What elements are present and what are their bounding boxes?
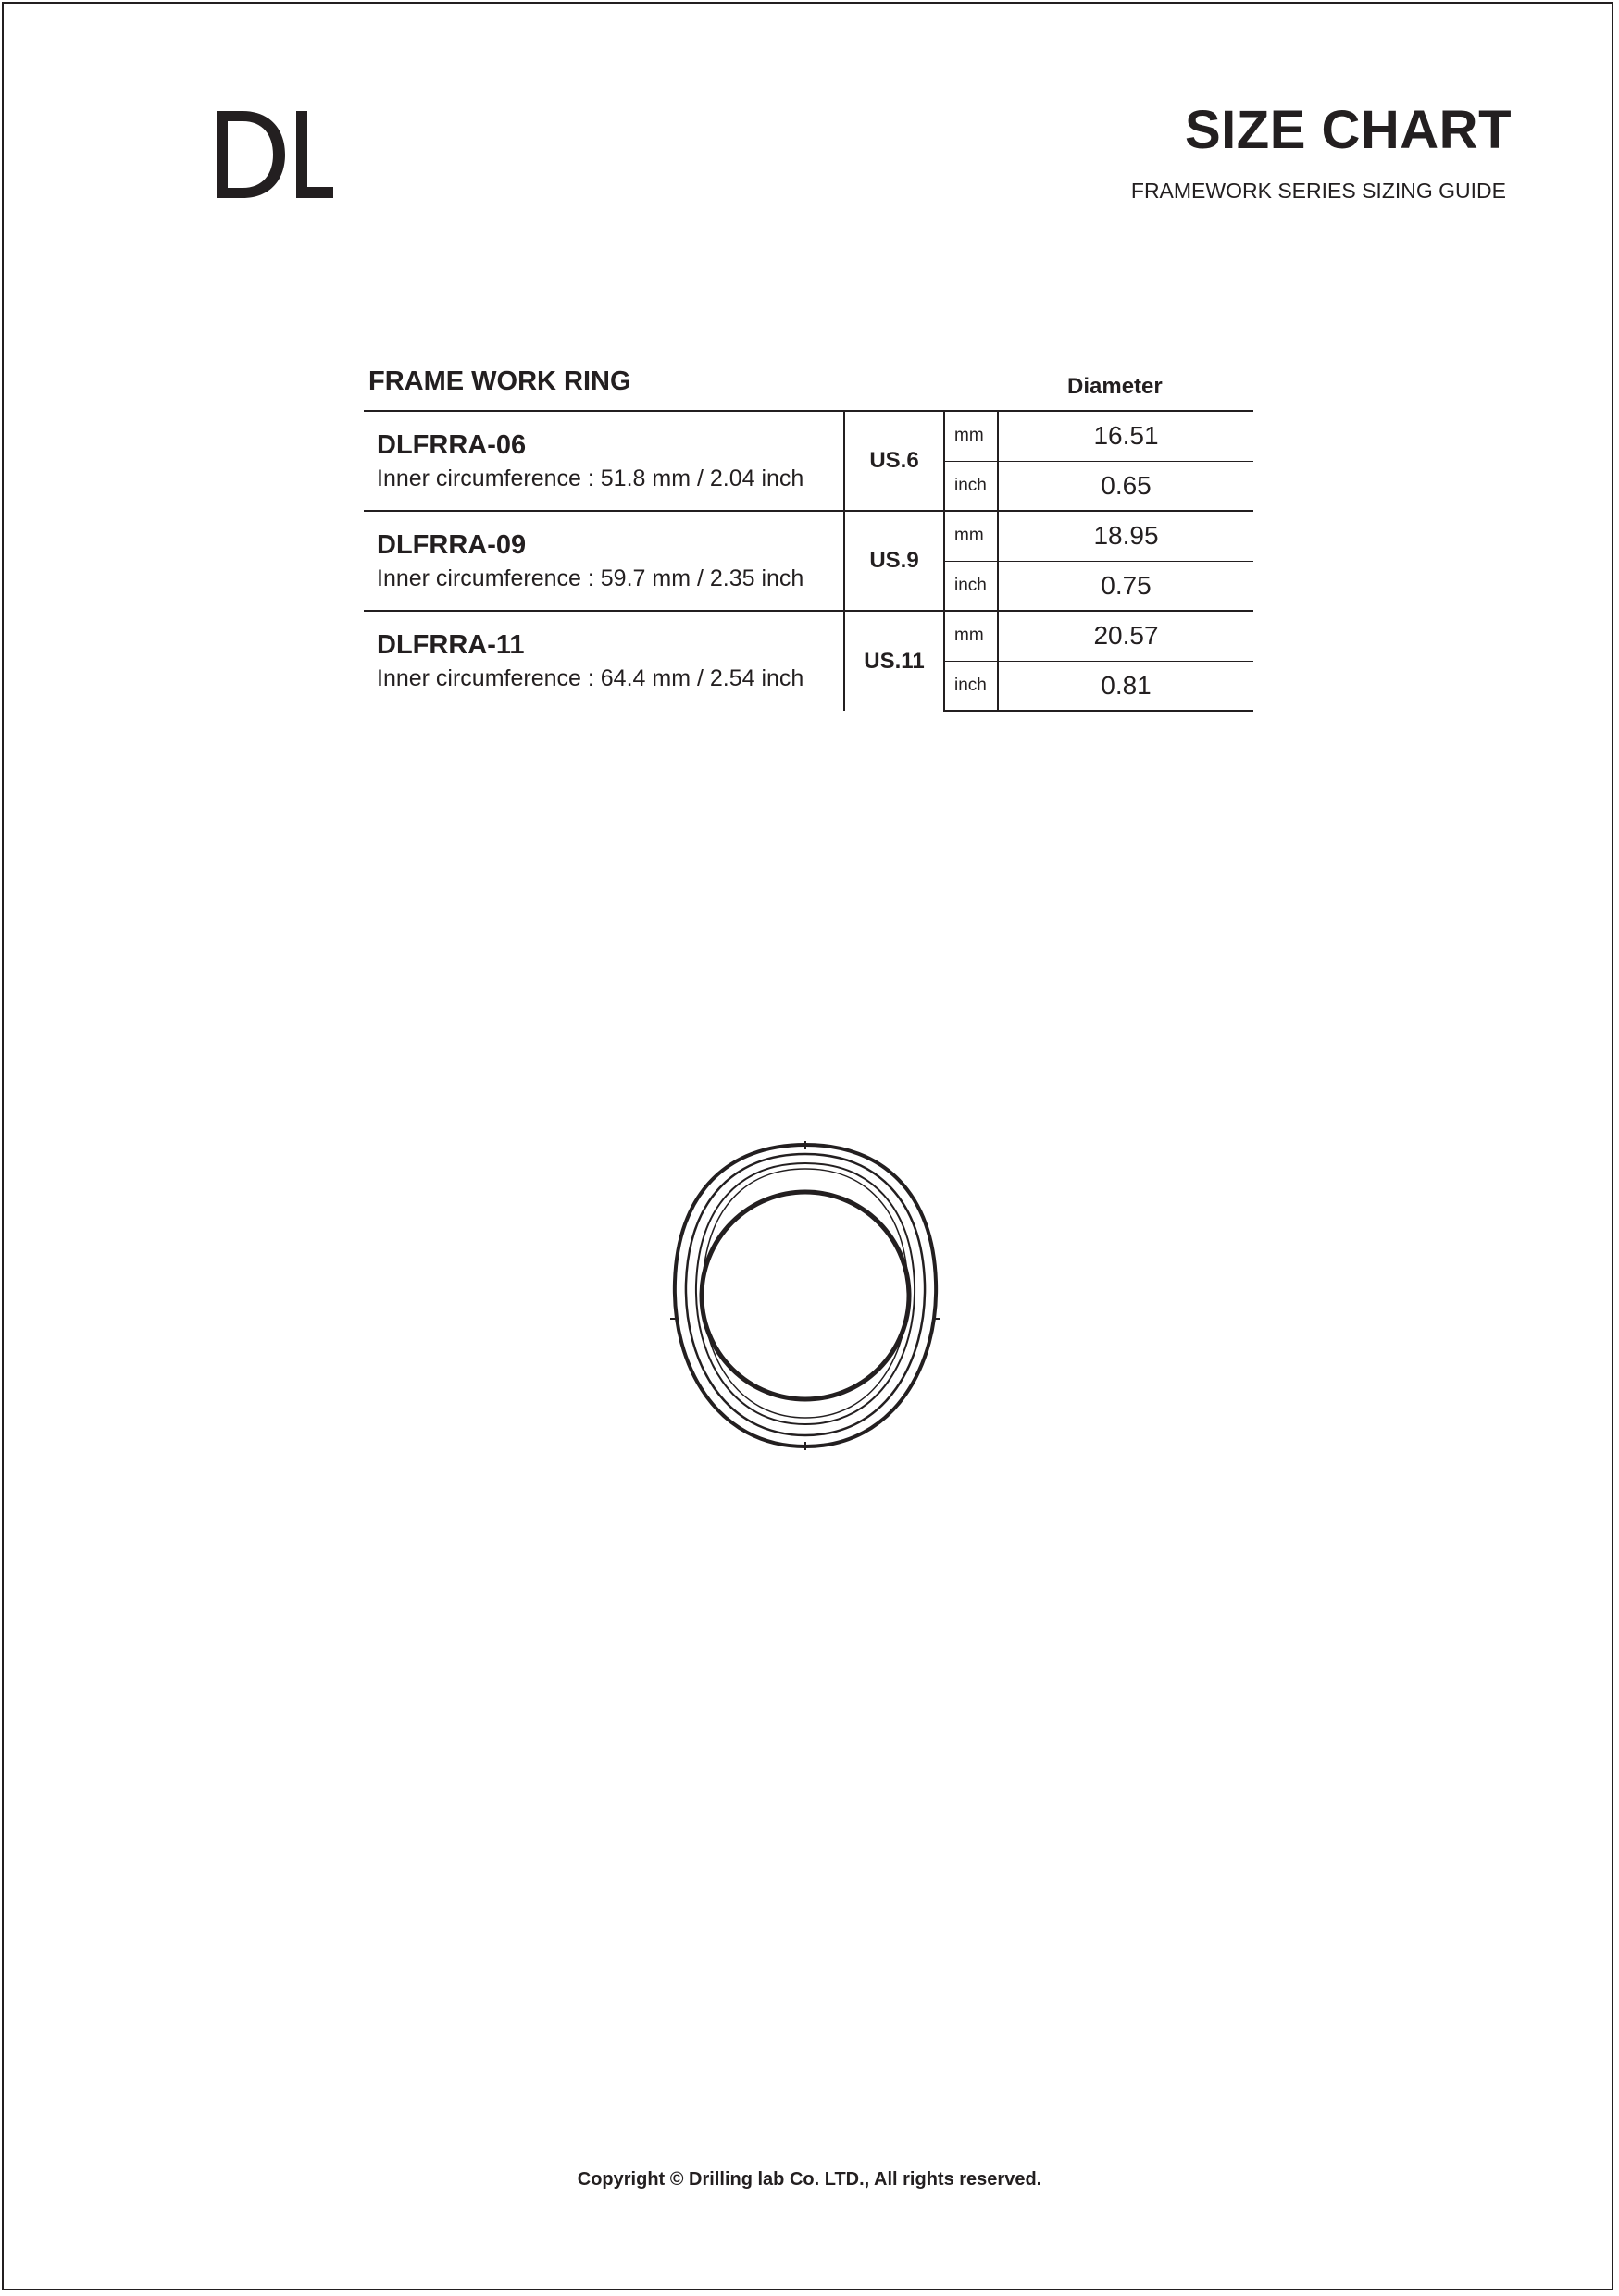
- us-size: US.11: [844, 611, 944, 711]
- unit-inch: inch: [944, 461, 998, 511]
- page-subtitle: FRAMEWORK SERIES SIZING GUIDE: [1130, 179, 1506, 203]
- model-code: DLFRRA-09: [377, 530, 527, 560]
- diameter-inch: 0.75: [998, 561, 1253, 611]
- unit-mm: mm: [944, 411, 998, 461]
- model-code: DLFRRA-06: [377, 430, 527, 460]
- ring-illustration: [666, 1138, 944, 1453]
- table-name: FRAME WORK RING: [368, 366, 631, 396]
- table-header: [364, 363, 1253, 411]
- diameter-mm: 16.51: [998, 411, 1253, 461]
- model-code: DLFRRA-11: [377, 630, 525, 660]
- diameter-mm: 18.95: [998, 511, 1253, 561]
- unit-inch: inch: [944, 561, 998, 611]
- table-row: [364, 411, 1253, 461]
- us-size: US.9: [844, 511, 944, 611]
- diameter-mm: 20.57: [998, 611, 1253, 661]
- unit-inch: inch: [944, 661, 998, 711]
- inner-circumference: Inner circumference : 59.7 mm / 2.35 inch: [377, 565, 804, 591]
- model-cell: [364, 611, 844, 711]
- table-row: [364, 511, 1253, 561]
- copyright-notice: Copyright © Drilling lab Co. LTD., All rights reserved.: [577, 2169, 1042, 2190]
- unit-mm: mm: [944, 511, 998, 561]
- size-table: [364, 410, 1253, 712]
- diameter-label: Diameter: [1067, 374, 1163, 399]
- model-cell: [364, 411, 844, 511]
- diameter-inch: 0.81: [998, 661, 1253, 711]
- page-title: SIZE CHART: [1185, 100, 1512, 160]
- model-cell: [364, 511, 844, 611]
- inner-circumference: Inner circumference : 64.4 mm / 2.54 inch: [377, 665, 804, 691]
- table-row: [364, 611, 1253, 661]
- dl-logo-icon: [215, 109, 335, 200]
- inner-circumference: Inner circumference : 51.8 mm / 2.04 inch: [377, 465, 804, 491]
- us-size: US.6: [844, 411, 944, 511]
- diameter-inch: 0.65: [998, 461, 1253, 511]
- unit-mm: mm: [944, 611, 998, 661]
